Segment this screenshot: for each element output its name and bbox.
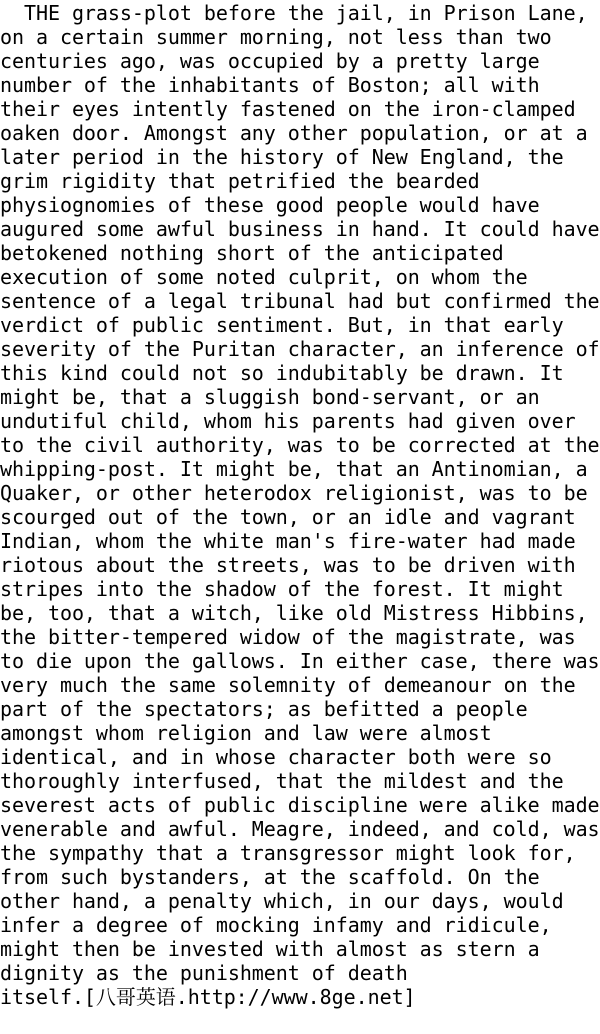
text-line: infer a degree of mocking infamy and ridicule, — [0, 913, 552, 937]
text-line: centuries ago, was occupied by a pretty large — [0, 49, 540, 73]
text-line: their eyes intently fastened on the iron-clamped — [0, 97, 576, 121]
text-line: the sympathy that a transgressor might look for, — [0, 841, 576, 865]
text-line: execution of some noted culprit, on whom the — [0, 265, 528, 289]
text-line: might be, that a sluggish bond-servant, or an — [0, 385, 540, 409]
text-line: from such bystanders, at the scaffold. On the — [0, 865, 540, 889]
text-line: verdict of public sentiment. But, in that early — [0, 313, 564, 337]
text-line: Indian, whom the white man's fire-water had made — [0, 529, 576, 553]
text-line: Quaker, or other heterodox religionist, was to be — [0, 481, 588, 505]
text-line: riotous about the streets, was to be driven with — [0, 553, 576, 577]
text-line: identical, and in whose character both were so — [0, 745, 552, 769]
text-line: severest acts of public discipline were alike made — [0, 793, 600, 817]
text-line: the bitter-tempered widow of the magistrate, was — [0, 625, 576, 649]
text-line: other hand, a penalty which, in our days, would — [0, 889, 564, 913]
text-line: THE grass-plot before the jail, in Prison Lane, — [0, 1, 588, 25]
text-line: stripes into the shadow of the forest. It might — [0, 577, 564, 601]
text-line: to the civil authority, was to be corrected at the — [0, 433, 600, 457]
text-line: betokened nothing short of the anticipated — [0, 241, 504, 265]
text-line: number of the inhabitants of Boston; all with — [0, 73, 540, 97]
text-line: might then be invested with almost as stern a — [0, 937, 540, 961]
text-line: whipping-post. It might be, that an Antinomian, a — [0, 457, 588, 481]
text-line: oaken door. Amongst any other population, or at a — [0, 121, 588, 145]
text-line: later period in the history of New England, the — [0, 145, 564, 169]
text-line: sentence of a legal tribunal had but confirmed the — [0, 289, 600, 313]
text-line: thoroughly interfused, that the mildest and the — [0, 769, 564, 793]
text-line: to die upon the gallows. In either case, there was — [0, 649, 600, 673]
text-line: physiognomies of these good people would have — [0, 193, 540, 217]
text-line: undutiful child, whom his parents had given over — [0, 409, 576, 433]
text-line: severity of the Puritan character, an inference of — [0, 337, 600, 361]
text-line: amongst whom religion and law were almost — [0, 721, 492, 745]
text-line: augured some awful business in hand. It could have — [0, 217, 600, 241]
text-line: very much the same solemnity of demeanour on the — [0, 673, 576, 697]
text-line: venerable and awful. Meagre, indeed, and cold, was — [0, 817, 600, 841]
text-line: scourged out of the town, or an idle and vagrant — [0, 505, 576, 529]
text-line: grim rigidity that petrified the bearded — [0, 169, 480, 193]
text-line: on a certain summer morning, not less than two — [0, 25, 552, 49]
text-line: be, too, that a witch, like old Mistress Hibbins, — [0, 601, 588, 625]
document-text — [0, 1, 600, 1009]
text-line: this kind could not so indubitably be drawn. It — [0, 361, 564, 385]
text-line: dignity as the punishment of death — [0, 961, 408, 985]
text-line: itself.[八哥英语.http://www.8ge.net] — [0, 985, 416, 1009]
text-line: part of the spectators; as befitted a people — [0, 697, 528, 721]
